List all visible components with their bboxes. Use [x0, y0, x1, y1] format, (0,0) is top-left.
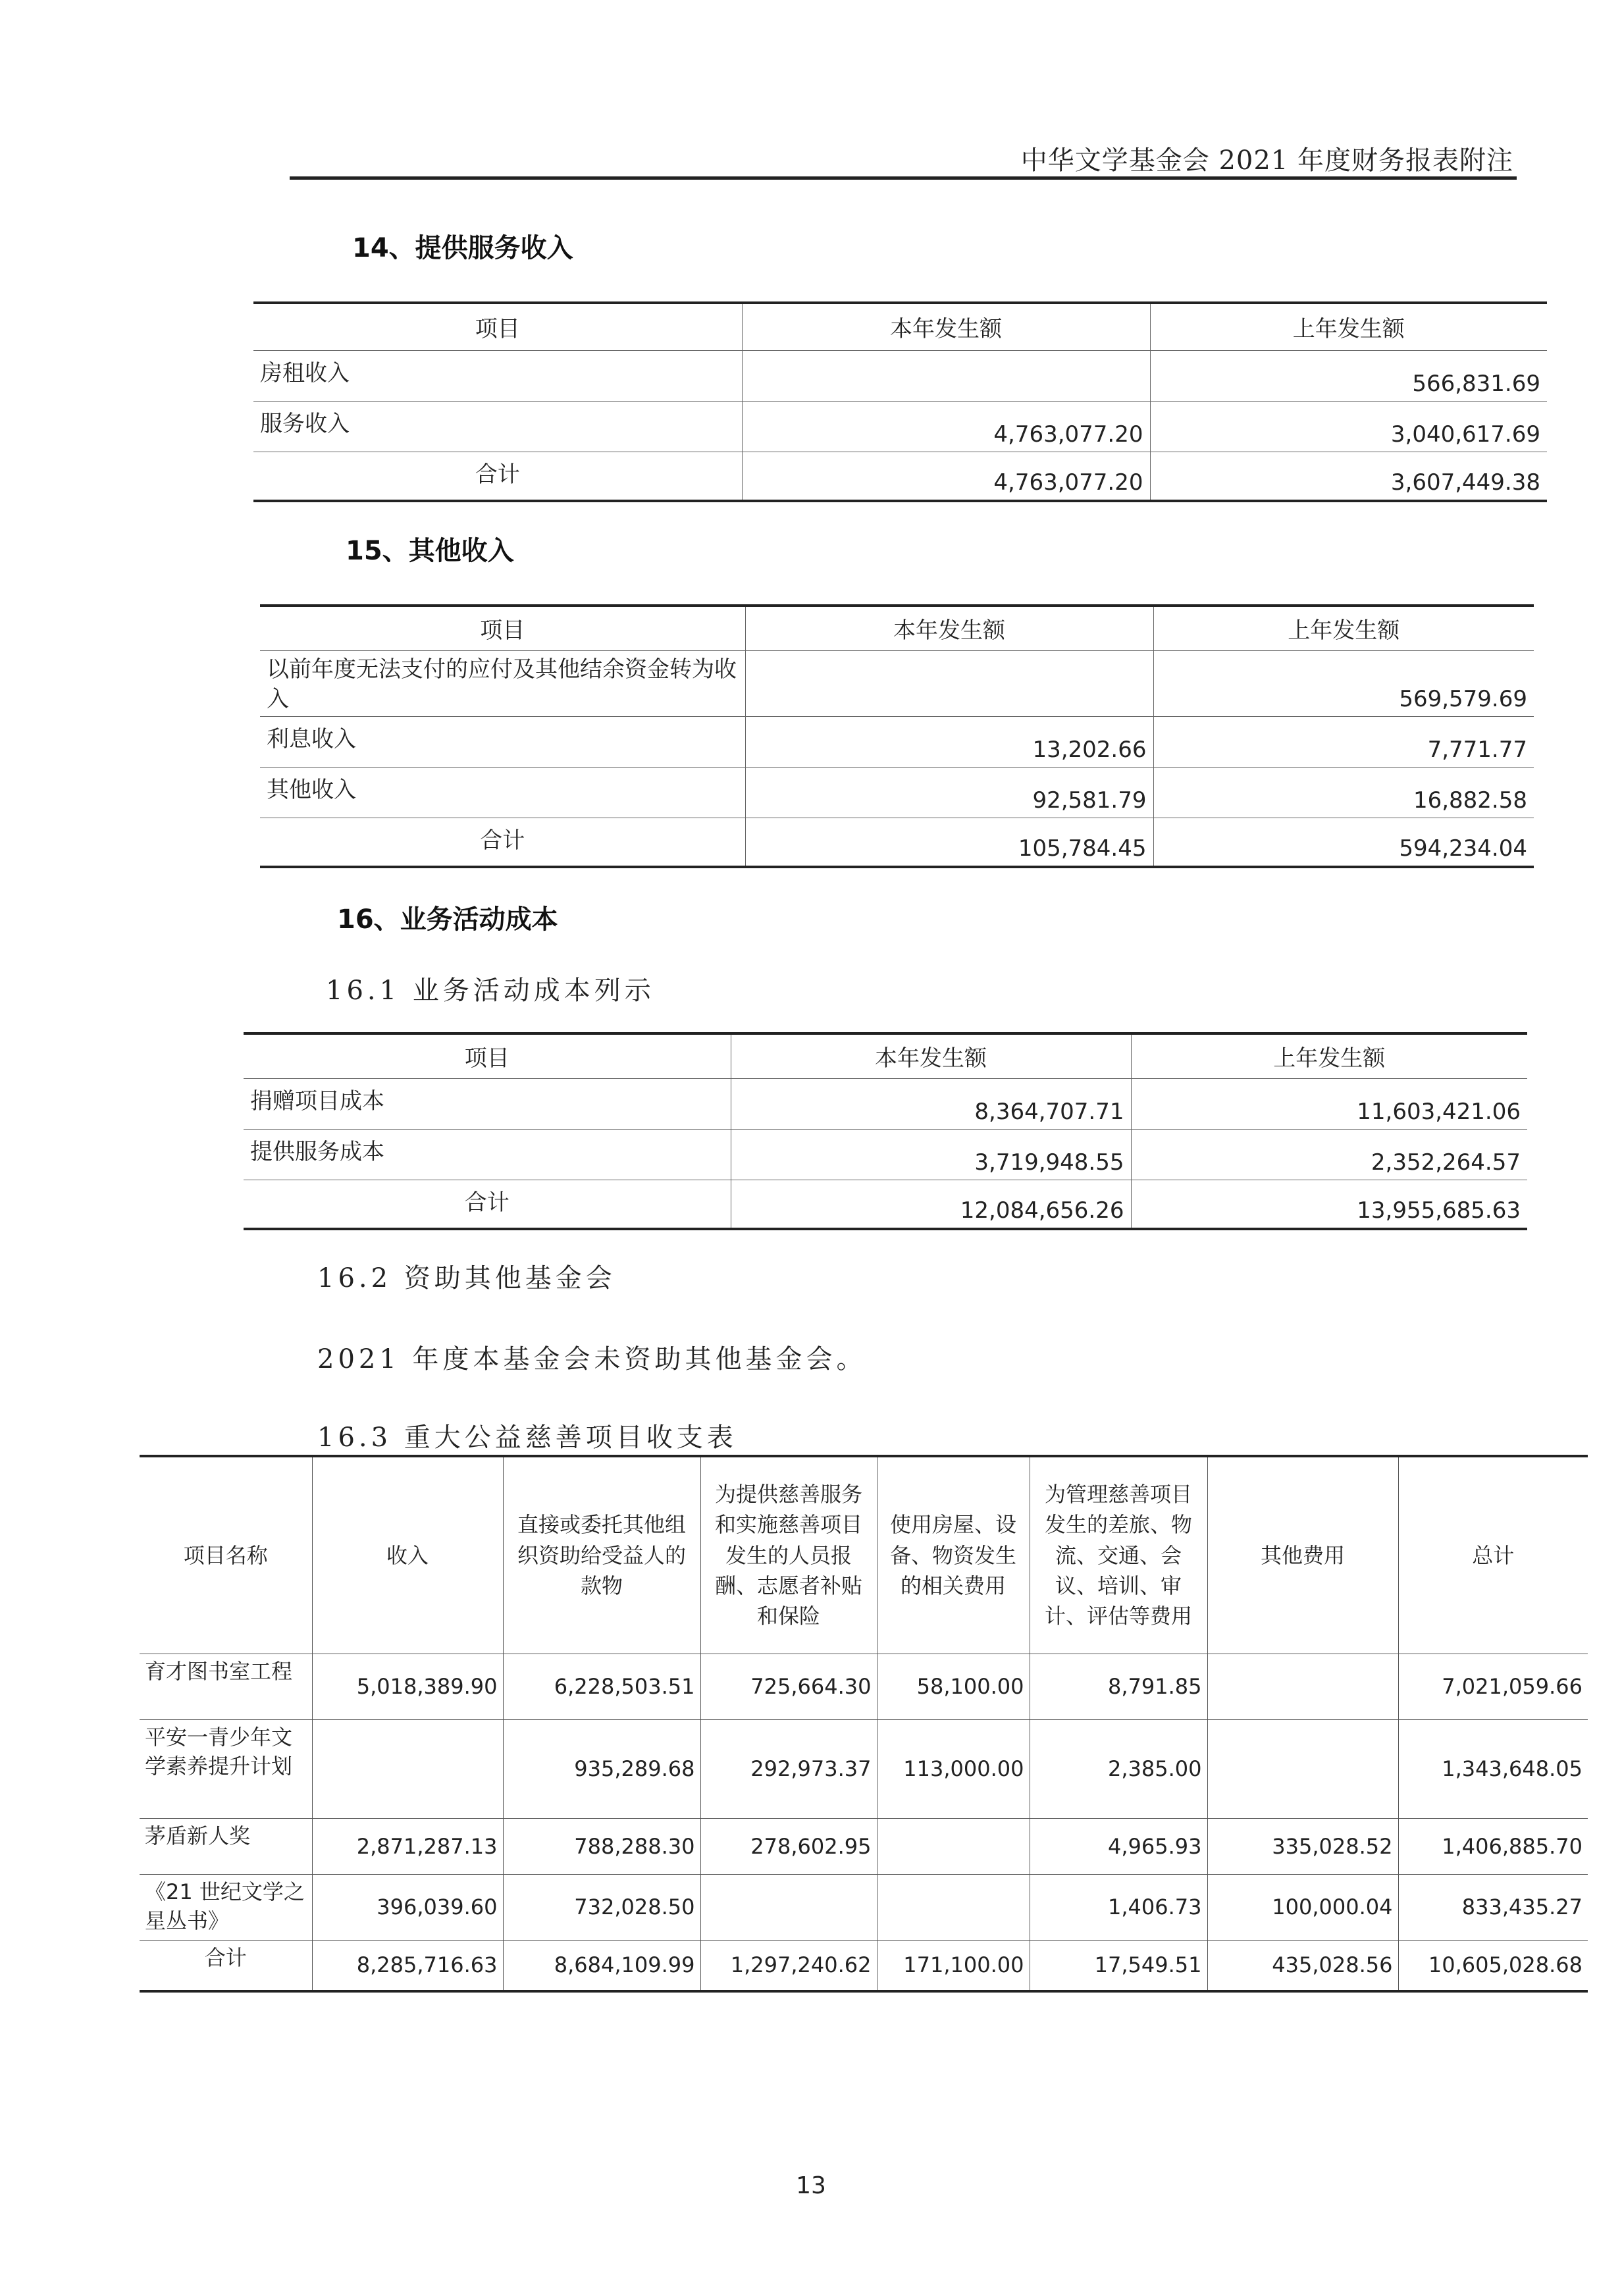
total-label: 合计	[140, 1940, 312, 1991]
row-current	[745, 650, 1153, 716]
total-current: 4,763,077.20	[742, 452, 1150, 501]
total-prior: 594,234.04	[1153, 818, 1534, 867]
table-row	[140, 1874, 1588, 1940]
section-16-title: 16、业务活动成本	[337, 904, 558, 935]
total-current: 105,784.45	[745, 818, 1153, 867]
project-name: 平安一青少年文学素养提升计划	[140, 1719, 312, 1818]
row-item: 利息收入	[260, 716, 745, 767]
report-header-title: 中华文学基金会 2021 年度财务报表附注	[1020, 145, 1513, 176]
col-header-prior: 上年发生额	[1131, 1033, 1527, 1078]
total-income: 8,285,716.63	[312, 1940, 503, 1991]
cell-personnel: 292,973.37	[700, 1719, 877, 1818]
total-label: 合计	[244, 1180, 731, 1229]
charity-project-table	[140, 1455, 1588, 1993]
cell-management: 1,406.73	[1030, 1874, 1207, 1940]
table-row	[260, 716, 1534, 767]
project-name: 《21 世纪文学之星丛书》	[140, 1874, 312, 1940]
col-header-income: 收入	[312, 1456, 503, 1654]
section-16-2-note: 2021 年度本基金会未资助其他基金会。	[317, 1344, 867, 1374]
col-header-personnel: 为提供慈善服务和实施慈善项目发生的人员报酬、志愿者补贴和保险	[700, 1456, 877, 1654]
section-16-3-title: 16.3 重大公益慈善项目收支表	[317, 1422, 737, 1453]
cell-facilities: 58,100.00	[877, 1654, 1030, 1719]
row-current: 4,763,077.20	[742, 401, 1150, 452]
total-management: 17,549.51	[1030, 1940, 1207, 1991]
col-header-grants: 直接或委托其他组织资助给受益人的款物	[503, 1456, 700, 1654]
project-name: 育才图书室工程	[140, 1654, 312, 1719]
cell-income: 396,039.60	[312, 1874, 503, 1940]
row-item: 房租收入	[253, 350, 742, 401]
col-header-facilities: 使用房屋、设备、物资发生的相关费用	[877, 1456, 1030, 1654]
col-header-total: 总计	[1398, 1456, 1588, 1654]
col-header-current: 本年发生额	[731, 1033, 1131, 1078]
total-prior: 3,607,449.38	[1150, 452, 1547, 501]
cell-other: 100,000.04	[1207, 1874, 1398, 1940]
header-rule	[290, 176, 1517, 180]
cell-income: 2,871,287.13	[312, 1818, 503, 1874]
table-row	[140, 1654, 1588, 1719]
table-row	[253, 401, 1547, 452]
total-row	[140, 1940, 1588, 1991]
section-16-2-title: 16.2 资助其他基金会	[317, 1263, 616, 1293]
cell-personnel	[700, 1874, 877, 1940]
page-number: 13	[796, 2172, 826, 2199]
row-item: 以前年度无法支付的应付及其他结余资金转为收入	[260, 650, 745, 716]
cell-grants: 935,289.68	[503, 1719, 700, 1818]
cell-management: 8,791.85	[1030, 1654, 1207, 1719]
col-header-prior: 上年发生额	[1153, 606, 1534, 650]
col-header-current: 本年发生额	[745, 606, 1153, 650]
cell-other	[1207, 1719, 1398, 1818]
col-header-management: 为管理慈善项目发生的差旅、物流、交通、会议、培训、审计、评估等费用	[1030, 1456, 1207, 1654]
total-personnel: 1,297,240.62	[700, 1940, 877, 1991]
row-prior: 11,603,421.06	[1131, 1078, 1527, 1129]
row-prior: 16,882.58	[1153, 767, 1534, 818]
cell-other: 335,028.52	[1207, 1818, 1398, 1874]
service-income-table	[253, 301, 1547, 502]
cell-facilities	[877, 1818, 1030, 1874]
cell-grants: 788,288.30	[503, 1818, 700, 1874]
total-row	[253, 452, 1547, 501]
col-header-current: 本年发生额	[742, 303, 1150, 350]
table-row	[140, 1719, 1588, 1818]
total-sum: 10,605,028.68	[1398, 1940, 1588, 1991]
row-current: 92,581.79	[745, 767, 1153, 818]
row-item: 提供服务成本	[244, 1129, 731, 1180]
row-current	[742, 350, 1150, 401]
col-header-item: 项目	[260, 606, 745, 650]
cell-income	[312, 1719, 503, 1818]
table-row	[244, 1129, 1527, 1180]
row-current: 13,202.66	[745, 716, 1153, 767]
row-prior: 2,352,264.57	[1131, 1129, 1527, 1180]
row-item: 服务收入	[253, 401, 742, 452]
project-name: 茅盾新人奖	[140, 1818, 312, 1874]
total-label: 合计	[253, 452, 742, 501]
row-prior: 3,040,617.69	[1150, 401, 1547, 452]
section-14-title: 14、提供服务收入	[352, 233, 573, 263]
section-15-title: 15、其他收入	[346, 536, 514, 566]
row-prior: 566,831.69	[1150, 350, 1547, 401]
other-income-table	[260, 604, 1534, 868]
cell-total: 1,406,885.70	[1398, 1818, 1588, 1874]
cell-personnel: 278,602.95	[700, 1818, 877, 1874]
total-row	[244, 1180, 1527, 1229]
cell-facilities	[877, 1874, 1030, 1940]
col-header-item: 项目	[253, 303, 742, 350]
table-row	[253, 350, 1547, 401]
row-prior: 7,771.77	[1153, 716, 1534, 767]
section-16-1-title: 16.1 业务活动成本列示	[326, 976, 655, 1006]
row-current: 3,719,948.55	[731, 1129, 1131, 1180]
total-current: 12,084,656.26	[731, 1180, 1131, 1229]
cell-management: 2,385.00	[1030, 1719, 1207, 1818]
table-row	[140, 1818, 1588, 1874]
table-row	[260, 767, 1534, 818]
row-item: 捐赠项目成本	[244, 1078, 731, 1129]
cell-management: 4,965.93	[1030, 1818, 1207, 1874]
cell-total: 7,021,059.66	[1398, 1654, 1588, 1719]
row-item: 其他收入	[260, 767, 745, 818]
col-header-item: 项目	[244, 1033, 731, 1078]
total-row	[260, 818, 1534, 867]
total-other: 435,028.56	[1207, 1940, 1398, 1991]
cell-grants: 732,028.50	[503, 1874, 700, 1940]
total-label: 合计	[260, 818, 745, 867]
total-facilities: 171,100.00	[877, 1940, 1030, 1991]
col-header-project-name: 项目名称	[140, 1456, 312, 1654]
total-prior: 13,955,685.63	[1131, 1180, 1527, 1229]
row-prior: 569,579.69	[1153, 650, 1534, 716]
cell-grants: 6,228,503.51	[503, 1654, 700, 1719]
cell-total: 833,435.27	[1398, 1874, 1588, 1940]
table-row	[260, 650, 1534, 716]
table-row	[244, 1078, 1527, 1129]
cell-income: 5,018,389.90	[312, 1654, 503, 1719]
col-header-other: 其他费用	[1207, 1456, 1398, 1654]
cell-facilities: 113,000.00	[877, 1719, 1030, 1818]
business-cost-table	[244, 1032, 1527, 1230]
total-grants: 8,684,109.99	[503, 1940, 700, 1991]
col-header-prior: 上年发生额	[1150, 303, 1547, 350]
row-current: 8,364,707.71	[731, 1078, 1131, 1129]
cell-total: 1,343,648.05	[1398, 1719, 1588, 1818]
cell-other	[1207, 1654, 1398, 1719]
cell-personnel: 725,664.30	[700, 1654, 877, 1719]
